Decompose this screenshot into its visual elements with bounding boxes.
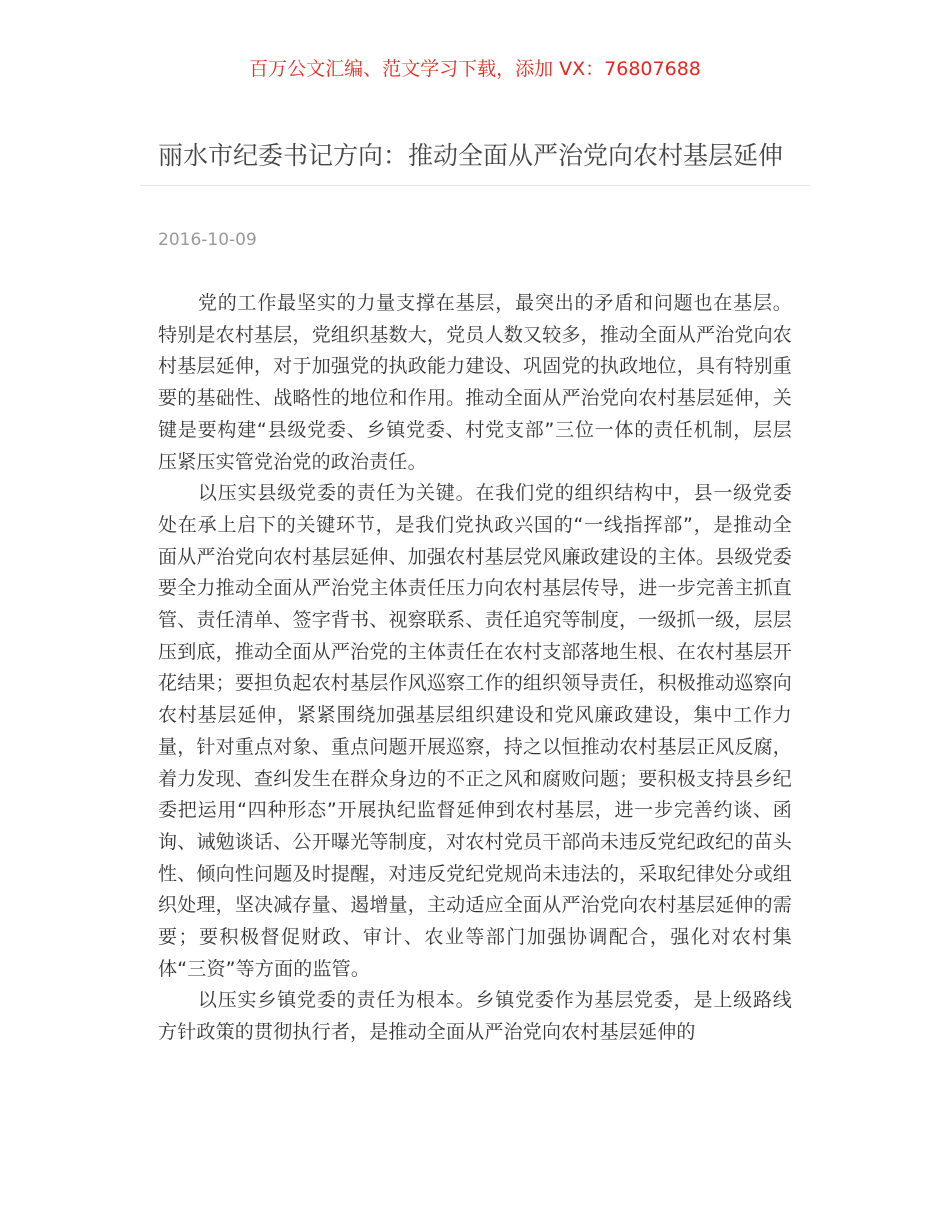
- article: [140, 138, 810, 1049]
- article-date: 2016-10-09: [158, 230, 257, 250]
- promo-banner: 百万公文汇编、范文学习下载，添加 VX：76807688: [249, 58, 701, 80]
- paragraph: 党的工作最坚实的力量支撑在基层，最突出的矛盾和问题也在基层。特别是农村基层，党组织基数大，党员人数又较多，推动全面从严治党向农村基层延伸，对于加强党的执政能力建设、巩固党的执政地位，具有特别重要的基础性、战略性的地位和作用。推动全面从严治党向农村基层延伸，关键是要构建“县级党委、乡镇党委、村党支部”三位一体的责任机制，层层压紧压实管党治党的政治责任。: [158, 292, 792, 473]
- paragraph: 以压实县级党委的责任为关键。在我们党的组织结构中，县一级党委处在承上启下的关键环节，是我们党执政兴国的“一线指挥部”，是推动全面从严治党向农村基层延伸、加强农村基层党风廉政建设的主体。县级党委要全力推动全面从严治党主体责任压力向农村基层传导，进一步完善主抓直管、责任清单、签字背书、视察联系、责任追究等制度，一级抓一级，层层压到底，推动全面从严治党的主体责任在农村支部落地生根、在农村基层开花结果；要担负起农村基层作风巡察工作的组织领导责任，积极推动巡察向农村基层延伸，紧紧围绕加强基层组织建设和党风廉政建设，集中工作力量，针对重点对象、重点问题开展巡察，持之以恒推动农村基层正风反腐，着力发现、查纠发生在群众身边的不正之风和腐败问题；要积极支持县乡纪委把运用“四种形态”开展执纪监督延伸到农村基层，进一步完善约谈、函询、诫勉谈话、公开曝光等制度，对农村党员干部尚未违反党纪政纪的苗头性、倾向性问题及时提醒，对违反党纪党规尚未违法的，采取纪律处分或组织处理，坚决减存量、遏增量，主动适应全面从严治党向农村基层延伸的需要；要积极督促财政、审计、农业等部门加强协调配合，强化对农村集体“三资”等方面的监管。: [158, 482, 792, 980]
- paragraph: 以压实乡镇党委的责任为根本。乡镇党委作为基层党委，是上级路线方针政策的贯彻执行者，是推动全面从严治党向农村基层延伸的: [158, 989, 792, 1044]
- article-title: 丽水市纪委书记方向：推动全面从严治党向农村基层延伸: [140, 138, 810, 186]
- article-body: [158, 288, 792, 1049]
